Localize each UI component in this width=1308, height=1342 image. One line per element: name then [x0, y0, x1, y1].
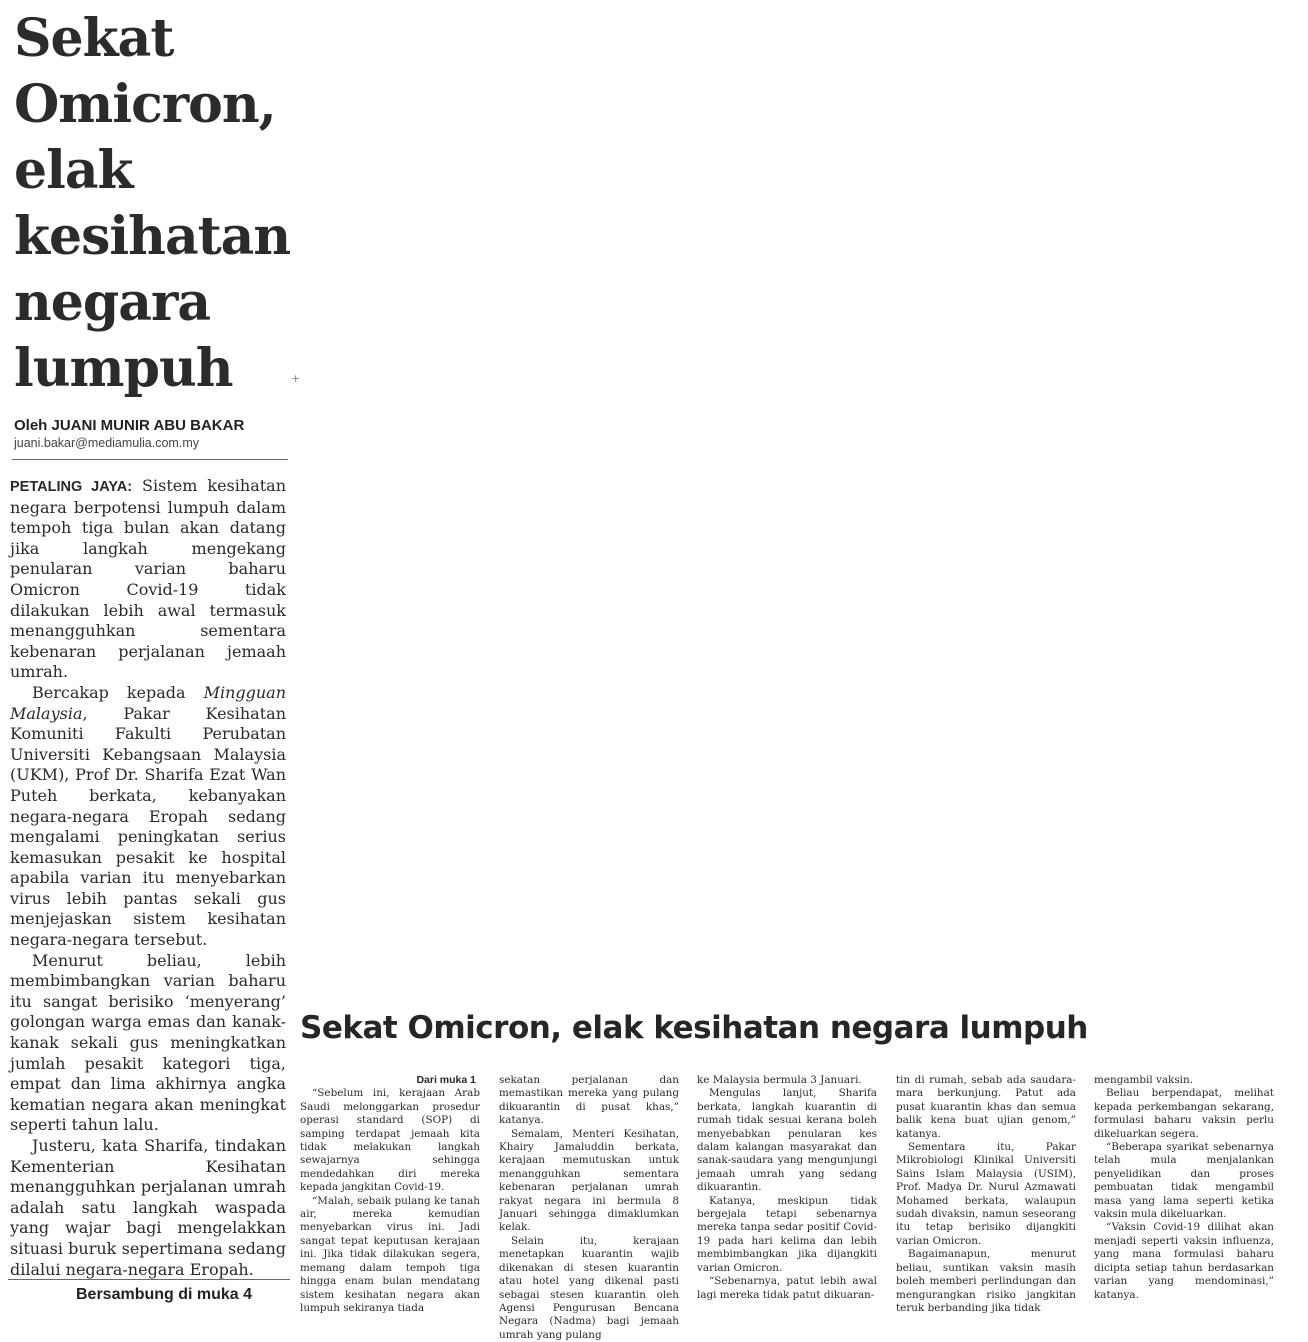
body-paragraph: Menurut beliau, lebih membimbangkan varian baharu itu sangat berisiko ‘menyerang’ golongan warga emas dan kanak-kanak sekali gus meningkatkan jumlah pesakit kategori tiga, empat dan lima akhirnya angka kematian negara akan meningkat seperti tahun lalu.	[10, 950, 286, 1135]
column-paragraph: Selain itu, kerajaan menetapkan kuarantin wajib dikenakan di stesen kuarantin atau hotel yang dikenal pasti sebagai stesen kuarantin oleh Agensi Pengurusan Bencana Negara (Nadma) bagi jemaah umrah yang pulang	[499, 1234, 679, 1341]
column-paragraph: mengambil vaksin.	[1094, 1074, 1194, 1086]
headline-line: Omicron,	[14, 74, 276, 135]
column-paragraph: Sementara itu, Pakar Mikrobiologi Klinikal Universiti Sains Islam Malaysia (USIM), Prof. Madya Dr. Nurul Azmawati Mohamed berkata, walaupun sudah divaksin, namun seseorang itu tetap berisiko dijangkiti varian Omicron.	[896, 1141, 1076, 1247]
column-paragraph: “Vaksin Covid-19 dilihat akan menjadi seperti vaksin influenza, yang mana formulasi baharu dicipta setiap tahun berdasarkan varian yang mendominasi,” katanya.	[1094, 1221, 1274, 1301]
margin-mark: +	[291, 372, 301, 385]
byline: Oleh JUANI MUNIR ABU BAKAR	[14, 417, 245, 434]
continuation-column-1	[300, 1074, 480, 1315]
body-paragraph: Justeru, kata Sharifa, tindakan Kementerian Kesihatan menangguhkan perjalanan umrah adalah satu langkah waspada yang wajar bagi mengelakkan situasi buruk sepertimana sedang dilalui negara-negara Eropah.	[10, 1136, 286, 1279]
headline-line: negara	[14, 272, 211, 333]
headline-line: elak	[14, 140, 133, 201]
byline-divider	[12, 459, 288, 460]
column-paragraph: “Sebenarnya, patut lebih awal lagi mereka tidak patut dikuaran-	[697, 1275, 877, 1301]
lead-text: Sistem kesihatan negara berpotensi lumpuh dalam tempoh tiga bulan akan datang jika langkah mengekang penularan varian baharu Omicron Covid-19 tidak dilakukan lebih awal termasuk menangguhkan sementara kebenaran perjalanan jemaah umrah.	[10, 476, 287, 682]
continuation-column-2	[499, 1074, 679, 1342]
footer-divider	[8, 1279, 290, 1280]
column-paragraph: sekatan perjalanan dan memastikan mereka yang pulang dikuarantin di pusat khas,” katanya.	[499, 1074, 679, 1127]
article-body	[10, 476, 286, 1280]
column-paragraph: Bagaimanapun, menurut beliau, suntikan vaksin masih boleh memberi perlindungan dan mengurangkan risiko jangkitan teruk berbanding jika tidak	[896, 1248, 1076, 1314]
column-paragraph: “Beberapa syarikat sebenarnya telah mula menjalankan penyelidikan dan proses pembuatan tidak mengambil masa yang lama seperti ketika vaksin mula dikeluarkan.	[1094, 1141, 1274, 1221]
headline	[14, 6, 294, 402]
continuation-column-5	[1094, 1074, 1274, 1302]
body-paragraph	[10, 683, 286, 951]
headline-line: lumpuh	[14, 338, 233, 399]
column-paragraph: Beliau berpendapat, melihat kepada perkembangan sekarang, formulasi baharu vaksin perlu dikeluarkan segera.	[1094, 1087, 1274, 1140]
continuation-column-3	[697, 1074, 877, 1302]
column-paragraph: “Sebelum ini, kerajaan Arab Saudi melonggarkan prosedur operasi standard (SOP) di samping terdapat jemaah kita tidak melakukan langkah sewajarnya sehingga mendedahkan diri mereka kepada jangkitan Covid-19.	[300, 1087, 480, 1194]
column-paragraph: ke Malaysia bermula 3 Januari.	[697, 1074, 862, 1086]
headline-line: Sekat	[14, 8, 174, 69]
dateline: PETALING JAYA:	[10, 479, 133, 495]
continuation-column-4	[896, 1074, 1076, 1315]
headline-line: kesihatan	[14, 206, 291, 267]
lead-paragraph	[10, 476, 286, 683]
column-paragraph: Katanya, meskipun tidak bergejala tetapi sebenarnya mereka tanpa sedar positif Covid-19 pada hari kelima dan lebih membimbangkan jika dijangkiti varian Omicron.	[697, 1194, 877, 1274]
author-email: juani.bakar@mediamulia.com.my	[14, 436, 199, 450]
column-paragraph: “Malah, sebaik pulang ke tanah air, mereka kemudian menyebarkan virus ini. Jadi sangat tepat keputusan kerajaan ini. Jika tidak dilakukan segera, memang dalam tempoh tiga hingga enam bulan mendatang sistem kesihatan negara akan lumpuh sekiranya tiada	[300, 1194, 480, 1314]
continuation-headline: Sekat Omicron, elak kesihatan negara lumpuh	[300, 1010, 1088, 1046]
paragraph-text: Bercakap kepada	[32, 682, 204, 702]
continued-notice: Bersambung di muka 4	[76, 1286, 253, 1303]
publication-name: Mingguan Malaysia	[10, 682, 286, 723]
jump-label: Dari muka 1	[416, 1074, 476, 1086]
column-paragraph: Semalam, Menteri Kesihatan, Khairy Jamaluddin berkata, kerajaan memutuskan untuk menangguhkan sementara kebenaran perjalanan umrah rakyat negara ini bermula 8 Januari sehingga dimaklumkan kelak.	[499, 1127, 679, 1234]
paragraph-text: , Pakar Kesihatan Komuniti Fakulti Perubatan Universiti Kebangsaan Malaysia (UKM), Prof Dr. Sharifa Ezat Wan Puteh berkata, kebanyakan negara-negara Eropah sedang mengalami peningkatan serius kemasukan pesakit ke hospital apabila varian itu menyebarkan virus lebih pantas sekali gus menjejaskan sistem kesihatan negara-negara tersebut.	[10, 703, 286, 950]
column-paragraph: Mengulas lanjut, Sharifa berkata, langkah kuarantin di rumah tidak sesuai kerana boleh menyebabkan penularan kes dalam kalangan masyarakat dan sanak-saudara yang mengunjungi jemaah umrah yang sedang dikuarantin.	[697, 1087, 877, 1194]
column-paragraph: tin di rumah, sebab ada saudara-mara berkunjung. Patut ada pusat kuarantin khas dan semua balik kena buat ujian genom,” katanya.	[896, 1074, 1076, 1140]
